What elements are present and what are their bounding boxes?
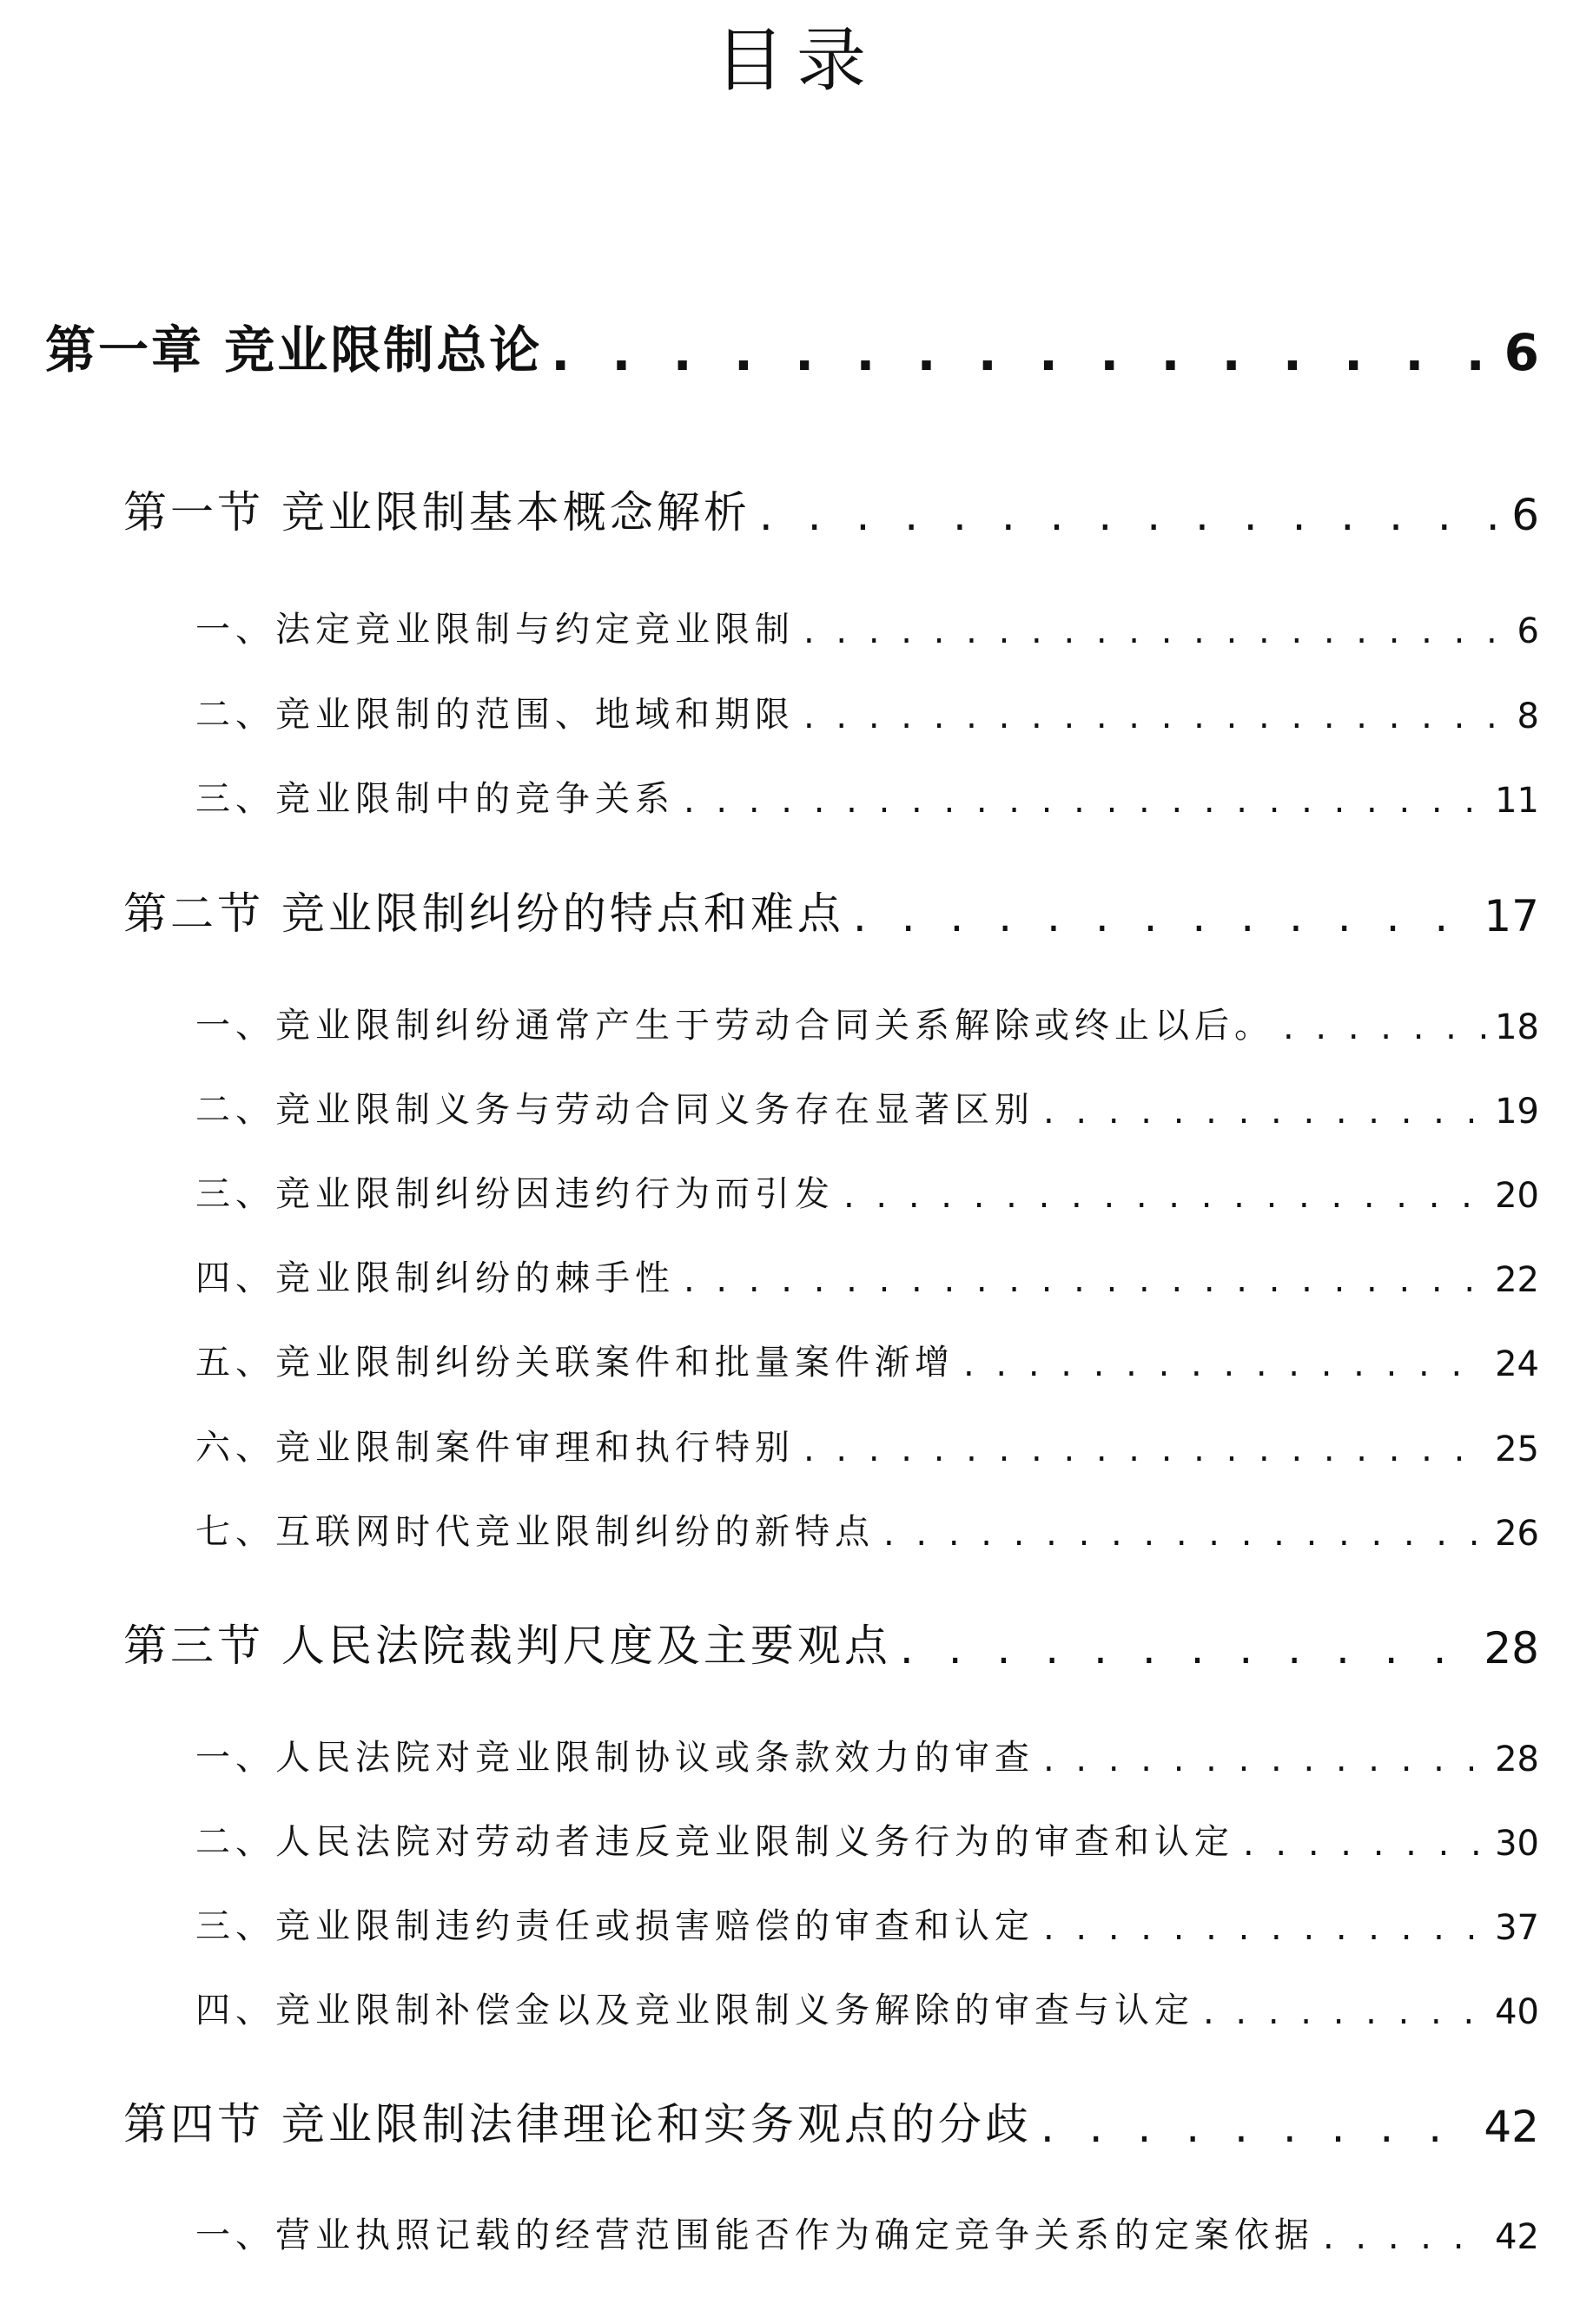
dot-leader: [1203, 1997, 1486, 2032]
toc-item[interactable]: [195, 691, 1539, 736]
toc-item[interactable]: [195, 1339, 1539, 1384]
toc-item[interactable]: [195, 1086, 1539, 1132]
toc-page-number: 40: [1495, 1992, 1539, 2032]
dot-leader: [684, 786, 1486, 821]
toc-page-number: 28: [1484, 1623, 1539, 1674]
dot-leader: [1283, 1013, 1486, 1047]
dot-leader: [843, 1181, 1486, 1216]
dot-leader: [1043, 1913, 1486, 1948]
toc-page-number: 30: [1495, 1824, 1539, 1864]
toc-item[interactable]: [195, 1002, 1539, 1047]
dot-leader: [551, 332, 1495, 382]
toc-entry-title: 三、竞业限制中的竞争关系: [195, 779, 675, 819]
dot-leader: [853, 898, 1475, 941]
dot-leader: [900, 1630, 1475, 1674]
dot-leader: [803, 1435, 1486, 1469]
toc-page-number: 11: [1495, 781, 1539, 821]
toc-item[interactable]: [195, 2212, 1539, 2257]
toc-item[interactable]: [195, 1734, 1539, 1779]
toc-item[interactable]: [195, 1987, 1539, 2032]
toc-section-2[interactable]: [123, 886, 1539, 941]
toc-item[interactable]: [195, 1819, 1539, 1864]
dot-leader: [1043, 1097, 1486, 1132]
toc-entry-title: 一、人民法院对竞业限制协议或条款效力的审查: [195, 1738, 1034, 1778]
toc-page-number: 8: [1517, 697, 1539, 736]
toc-page-number: 22: [1495, 1260, 1539, 1300]
toc-item[interactable]: [195, 606, 1539, 651]
toc-entry-title: 第三节 人民法院裁判尺度及主要观点: [123, 1621, 891, 1671]
dot-leader: [803, 702, 1509, 736]
toc-entry-title: 一、竞业限制纠纷通常产生于劳动合同关系解除或终止以后。: [195, 1006, 1274, 1046]
toc-page-number: 6: [1517, 611, 1539, 651]
dot-leader: [1043, 1745, 1486, 1779]
dot-leader: [759, 497, 1503, 540]
toc-entry-title: 三、竞业限制违约责任或损害赔偿的审查和认定: [195, 1906, 1034, 1946]
toc-entry-title: 五、竞业限制纠纷关联案件和批量案件渐增: [195, 1343, 955, 1383]
toc-page-number: 28: [1495, 1740, 1539, 1779]
dot-leader: [1041, 2109, 1475, 2152]
toc-entry-title: 六、竞业限制案件审理和执行特别: [195, 1428, 795, 1468]
toc-entry-title: 二、竞业限制义务与劳动合同义务存在显著区别: [195, 1090, 1034, 1130]
toc-entry-title: 四、竞业限制纠纷的棘手性: [195, 1258, 675, 1298]
dot-leader: [803, 617, 1509, 651]
toc-page-number: 19: [1495, 1092, 1539, 1132]
toc-item[interactable]: [195, 776, 1539, 821]
toc-item[interactable]: [195, 1903, 1539, 1948]
toc-section-1[interactable]: [123, 485, 1539, 540]
toc-page-number: 42: [1495, 2217, 1539, 2257]
toc-entry-title: 第四节 竞业限制法律理论和实务观点的分歧: [123, 2099, 1032, 2149]
toc-entry-title: 一、营业执照记载的经营范围能否作为确定竞争关系的定案依据: [195, 2215, 1314, 2255]
toc-page-number: 20: [1495, 1176, 1539, 1216]
toc-section-4[interactable]: [123, 2096, 1539, 2152]
toc-entry-title: 三、竞业限制纠纷因违约行为而引发: [195, 1174, 835, 1214]
toc-page-number: 17: [1484, 891, 1539, 941]
dot-leader: [1243, 1829, 1486, 1864]
page-title: 目录: [715, 20, 878, 101]
toc-item[interactable]: [195, 1424, 1539, 1469]
toc-entry-title: 四、竞业限制补偿金以及竞业限制义务解除的审查与认定: [195, 1991, 1194, 2030]
toc-entry-title: 第一节 竞业限制基本概念解析: [123, 487, 750, 538]
toc-page-number: 6: [1511, 490, 1539, 540]
toc-page-number: 42: [1484, 2102, 1539, 2152]
toc-page-number: 6: [1504, 323, 1539, 382]
toc-entry-title: 第一章 竞业限制总论: [45, 320, 543, 380]
toc-item[interactable]: [195, 1255, 1539, 1300]
dot-leader: [883, 1519, 1486, 1554]
toc-entry-title: 七、互联网时代竞业限制纠纷的新特点: [195, 1512, 875, 1552]
toc-entry-title: 二、竞业限制的范围、地域和期限: [195, 695, 795, 735]
dot-leader: [963, 1350, 1486, 1384]
dot-leader: [684, 1265, 1486, 1300]
toc-item[interactable]: [195, 1171, 1539, 1216]
toc-chapter-1[interactable]: [45, 320, 1539, 382]
dot-leader: [1323, 2222, 1486, 2257]
toc-page-number: 26: [1495, 1514, 1539, 1554]
toc-section-3[interactable]: [123, 1618, 1539, 1674]
toc-item[interactable]: [195, 1509, 1539, 1554]
toc-entry-title: 第二节 竞业限制纠纷的特点和难点: [123, 888, 844, 939]
toc-page-number: 24: [1495, 1344, 1539, 1384]
toc-page-number: 25: [1495, 1429, 1539, 1469]
toc-page-number: 18: [1495, 1007, 1539, 1047]
toc-page-number: 37: [1495, 1908, 1539, 1948]
toc-entry-title: 二、人民法院对劳动者违反竞业限制义务行为的审查和认定: [195, 1822, 1234, 1862]
toc-entry-title: 一、法定竞业限制与约定竞业限制: [195, 610, 795, 650]
